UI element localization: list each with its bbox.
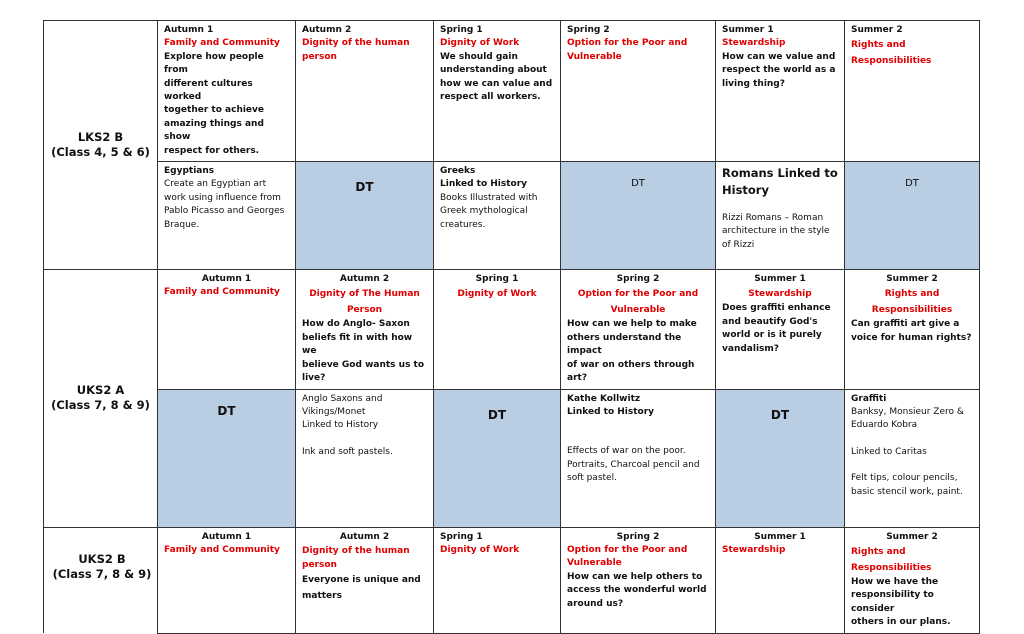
theme-text: living thing? — [722, 78, 785, 89]
theme-text: respect the world as a — [722, 65, 836, 76]
theme-text: responsibility to consider — [851, 590, 934, 614]
art-text: Effects of war on the poor. — [567, 446, 686, 457]
uks2a-classes: (Class 7, 8 & 9) — [51, 398, 150, 413]
art-text: Ink and soft pastels. — [302, 446, 393, 457]
theme-title: Dignity of Work — [440, 544, 520, 555]
theme-text: believe God wants us to — [302, 359, 425, 370]
lks2b-spring1-cell — [434, 21, 561, 162]
theme-text: and beautify God's — [722, 316, 818, 327]
term-label: Spring 2 — [616, 274, 660, 285]
theme-text: How can we help to make — [567, 319, 697, 330]
uks2a-spring1-cell — [434, 270, 561, 389]
theme-text: voice for human rights? — [851, 332, 972, 343]
uks2a-art-row — [44, 389, 980, 527]
uks2a-label: UKS2 A — [76, 383, 125, 398]
art-title: Greeks — [440, 166, 476, 177]
theme-text: of war on others through — [567, 359, 695, 370]
uks2a-spring2-cell — [561, 270, 716, 389]
art-title: Romans Linked to — [722, 166, 838, 181]
theme-title: person — [302, 51, 337, 62]
theme-text: others understand the impact — [567, 332, 682, 357]
theme-text: different cultures worked — [164, 78, 253, 103]
theme-title: Stewardship — [722, 38, 786, 49]
dt-cell — [158, 389, 296, 527]
theme-text: respect for others. — [164, 145, 260, 156]
theme-text: How do Anglo- Saxon — [302, 319, 410, 330]
uks2a-graffiti-cell — [845, 389, 980, 527]
art-text: Greek mythological — [440, 206, 528, 217]
art-text: Felt tips, colour pencils, — [851, 473, 958, 484]
theme-title: Rights and — [884, 289, 940, 300]
dt-label: DT — [770, 407, 790, 422]
uks2b-summer2-cell — [845, 527, 980, 633]
lks2b-row-label — [44, 21, 158, 270]
theme-title: Vulnerable — [567, 51, 622, 62]
art-text: basic stencil work, paint. — [851, 486, 963, 497]
dt-label: DT — [217, 403, 236, 418]
dt-cell — [296, 162, 434, 270]
theme-title: Family and Community — [164, 38, 280, 49]
theme-text: live? — [302, 373, 326, 384]
uks2b-spring2-cell — [561, 527, 716, 633]
art-text: of Rizzi — [722, 239, 755, 250]
theme-text: beliefs fit in with how we — [302, 332, 413, 357]
theme-title: Dignity of Work — [440, 38, 520, 49]
theme-text: how we can value and — [440, 78, 553, 89]
term-label: Spring 2 — [567, 25, 610, 35]
theme-title: Responsibilities — [851, 56, 932, 67]
theme-text: How we have the — [851, 576, 939, 587]
term-label: Spring 1 — [440, 531, 483, 542]
theme-title: Family and Community — [164, 287, 280, 298]
theme-text: world or is it purely — [722, 330, 822, 341]
dt-cell — [716, 389, 845, 527]
art-text: Eduardo Kobra — [851, 420, 918, 431]
curriculum-table — [43, 20, 980, 634]
theme-title: Rights and — [851, 40, 906, 51]
term-label: Autumn 1 — [201, 274, 252, 285]
term-label: Autumn 1 — [164, 25, 214, 35]
lks2b-autumn2-cell — [296, 21, 434, 162]
uks2a-theme-row — [44, 270, 980, 389]
theme-text: matters — [302, 590, 342, 601]
theme-text: How can we help others to — [567, 571, 703, 582]
dt-label: DT — [631, 178, 645, 190]
art-text: Pablo Picasso and Georges — [164, 206, 285, 217]
theme-title: Vulnerable — [567, 558, 622, 569]
lks2b-egyptians-cell — [158, 162, 296, 270]
art-title: Graffiti — [851, 393, 887, 404]
lks2b-summer1-cell — [716, 21, 845, 162]
theme-text: understanding about — [440, 65, 547, 76]
lks2b-label: LKS2 B — [77, 130, 124, 145]
term-label: Autumn 1 — [201, 531, 252, 542]
art-text: architecture in the style — [722, 226, 830, 237]
theme-title: Dignity of the human — [302, 38, 410, 49]
theme-text: Explore how people from — [164, 51, 264, 76]
lks2b-summer2-cell — [845, 21, 980, 162]
art-text: Books Illustrated with — [440, 192, 538, 203]
theme-text: vandalism? — [722, 343, 779, 354]
art-text: Vikings/Monet — [302, 406, 366, 417]
term-label: Summer 1 — [722, 25, 774, 35]
theme-text: others in our plans. — [851, 617, 951, 628]
term-label: Summer 2 — [886, 531, 938, 542]
theme-title: Option for the Poor and — [567, 38, 688, 49]
theme-title: Option for the Poor and — [567, 544, 688, 555]
theme-text: together to achieve — [164, 105, 265, 116]
dt-cell — [845, 162, 980, 270]
term-label: Summer 1 — [754, 531, 806, 542]
art-text: Create an Egyptian art — [164, 179, 267, 190]
theme-text: We should gain — [440, 51, 518, 62]
theme-text: amazing things and show — [164, 118, 264, 143]
term-label: Summer 1 — [754, 274, 806, 285]
lks2b-romans-cell — [716, 162, 845, 270]
art-link: Linked to Caritas — [851, 446, 927, 457]
uks2a-summer1-cell — [716, 270, 845, 389]
term-label: Spring 1 — [475, 274, 519, 285]
lks2b-art-row — [44, 162, 980, 270]
lks2b-greeks-cell — [434, 162, 561, 270]
term-label: Spring 1 — [440, 25, 483, 35]
term-label: Summer 2 — [851, 25, 903, 35]
theme-text: respect all workers. — [440, 92, 541, 103]
theme-text: around us? — [567, 598, 624, 609]
theme-title: Dignity of Work — [457, 289, 537, 300]
art-title: Egyptians — [164, 166, 215, 177]
uks2b-classes: (Class 7, 8 & 9) — [52, 567, 152, 581]
theme-title: Family and Community — [164, 544, 280, 555]
art-text: soft pastel. — [567, 473, 617, 484]
uks2a-row-label — [44, 270, 158, 527]
uks2b-autumn2-cell — [296, 527, 434, 633]
dt-cell — [561, 162, 716, 270]
art-title: Kathe Kollwitz — [567, 393, 641, 404]
theme-title: Responsibilities — [851, 562, 932, 573]
theme-title: Vulnerable — [610, 305, 666, 316]
uks2a-anglo-cell — [296, 389, 434, 527]
theme-text: access the wonderful world — [567, 585, 707, 596]
theme-title: Stewardship — [748, 289, 812, 300]
uks2b-theme-row — [44, 527, 980, 633]
theme-title: Rights and — [851, 546, 906, 557]
lks2b-classes: (Class 4, 5 & 6) — [51, 145, 150, 160]
art-text: Anglo Saxons and — [302, 393, 383, 404]
uks2b-spring1-cell — [434, 527, 561, 633]
lks2b-spring2-cell — [561, 21, 716, 162]
uks2a-summer2-cell — [845, 270, 980, 389]
dt-cell — [434, 389, 561, 527]
term-label: Spring 2 — [616, 531, 660, 542]
dt-label: DT — [905, 178, 919, 190]
theme-text: Does graffiti enhance — [722, 303, 831, 314]
term-label: Autumn 2 — [339, 274, 390, 285]
uks2b-label-block — [52, 552, 152, 582]
art-link: Linked to History — [567, 406, 655, 417]
theme-title: Option for the Poor and — [577, 289, 699, 300]
term-label: Autumn 2 — [302, 25, 352, 35]
lks2b-autumn1-cell — [158, 21, 296, 162]
theme-title: Dignity of the human — [302, 545, 410, 556]
uks2a-autumn1-cell — [158, 270, 296, 389]
art-link: Linked to History — [440, 179, 528, 190]
theme-title: Stewardship — [722, 544, 786, 555]
art-text: Linked to History — [302, 420, 379, 431]
theme-title: Person — [346, 305, 383, 316]
art-title: History — [722, 183, 769, 198]
uks2b-summer1-cell — [716, 527, 845, 633]
dt-label: DT — [355, 180, 374, 195]
dt-label: DT — [487, 407, 507, 422]
theme-title: Dignity of The Human — [309, 289, 420, 300]
art-text: work using influence from — [164, 192, 281, 203]
art-text: creatures. — [440, 219, 486, 230]
term-label: Summer 2 — [886, 274, 938, 285]
theme-text: How can we value and — [722, 51, 836, 62]
theme-title: person — [302, 559, 337, 570]
theme-text: Can graffiti art give a — [851, 319, 960, 330]
lks2b-theme-row — [44, 21, 980, 162]
uks2b-autumn1-cell — [158, 527, 296, 633]
uks2b-label: UKS2 B — [78, 552, 126, 566]
theme-text: art? — [567, 373, 588, 384]
art-text: Rizzi Romans – Roman — [722, 213, 824, 224]
art-text: Portraits, Charcoal pencil and — [567, 459, 700, 470]
term-label: Autumn 2 — [339, 531, 390, 542]
uks2a-autumn2-cell — [296, 270, 434, 389]
art-text: Braque. — [164, 219, 200, 230]
uks2a-kathe-cell — [561, 389, 716, 527]
theme-title: Responsibilities — [871, 305, 953, 316]
theme-text: Everyone is unique and — [302, 574, 421, 585]
art-text: Banksy, Monsieur Zero & — [851, 406, 964, 417]
